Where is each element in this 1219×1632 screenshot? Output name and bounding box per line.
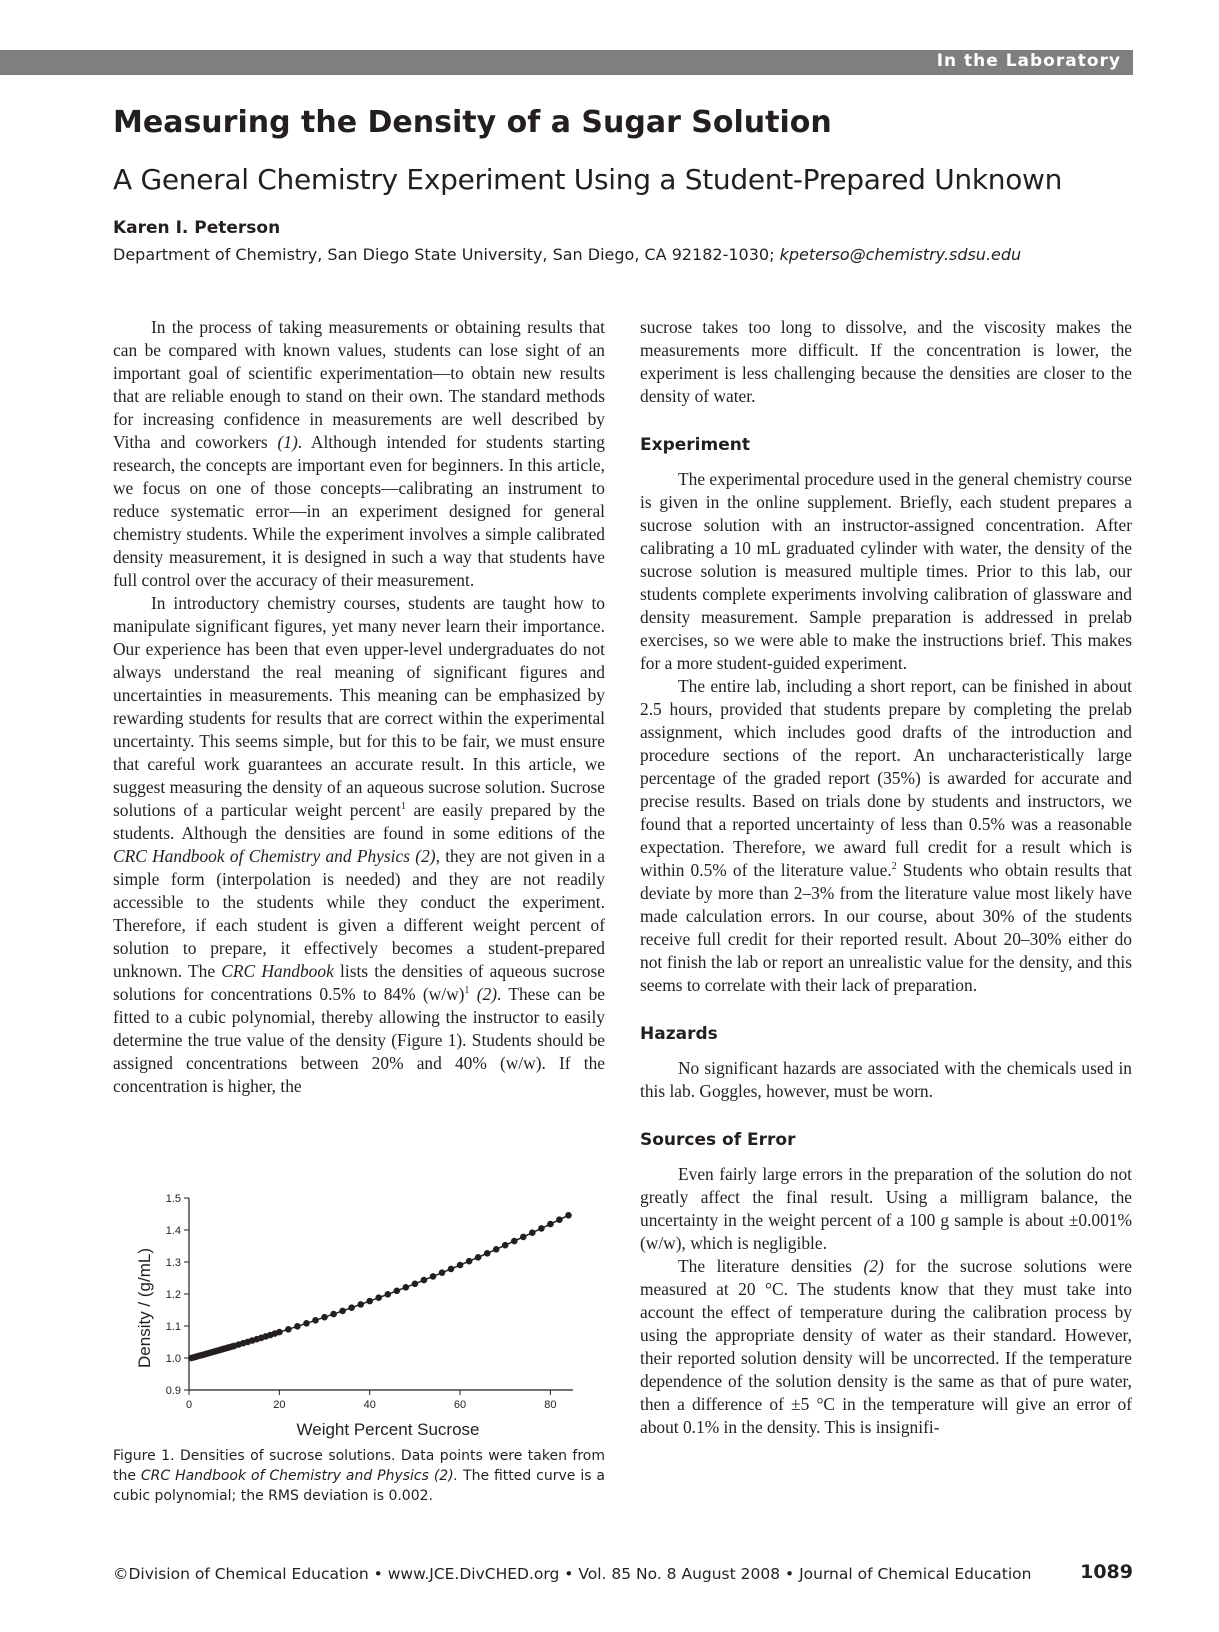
data-point	[312, 1317, 319, 1324]
data-point	[448, 1266, 455, 1273]
author-affiliation	[113, 245, 1021, 264]
x-tick-label: 0	[185, 1399, 193, 1411]
data-point	[394, 1288, 401, 1295]
book-reference: CRC Handbook	[221, 961, 334, 981]
data-point	[339, 1308, 346, 1315]
paragraph: sucrose takes too long to dissolve, and the viscosity makes the measurements more difficult. If the concentration is lower, the experiment is less challenging because the densities are closer to the density of water.	[640, 317, 1132, 406]
data-point	[556, 1216, 563, 1223]
article-title: Measuring the Density of a Sugar Solution	[113, 105, 832, 140]
data-point	[403, 1284, 410, 1291]
y-tick-label: 0.9	[165, 1385, 181, 1397]
y-tick-label: 1.3	[165, 1257, 181, 1269]
data-point	[493, 1246, 500, 1253]
data-point	[294, 1323, 301, 1330]
right-column	[640, 316, 1132, 1439]
citation[interactable]: (2)	[469, 984, 497, 1004]
figure-1	[113, 1190, 605, 1445]
data-point	[457, 1262, 464, 1269]
data-point	[520, 1234, 527, 1241]
paragraph: The entire lab, including a short report, can be finished in about 2.5 hours, provided that students prepare by completing the prelab assignment, which includes good drafts of the introduction and procedure sections of the report. An uncharacteristically large percentage of the graded report (35%) is awarded for accurate and precise results. Based on trials done by students and instructors, we found that a reported uncertainty of less than 0.5% was a reasonable expectation. Therefore, we award full credit for a result which is within 0.5% of the literature value.$^2$ Students who obtain results that deviate by more than 2–3% from the literature value most likely have made calculation errors. In our course, about 30% of the students receive full credit for their reported result. About 20–30% either do not finish the lab or report an unrealistic value for the density, and this seems to correlate with their lack of preparation.	[640, 676, 1132, 995]
density-chart	[113, 1190, 605, 1440]
x-tick-label: 60	[453, 1399, 467, 1411]
section-heading-experiment: Experiment	[640, 435, 750, 455]
section-label: In the Laboratory	[936, 51, 1121, 71]
data-point	[357, 1301, 364, 1308]
author-name: Karen I. Peterson	[113, 218, 281, 238]
footnote-mark[interactable]: 2	[891, 861, 897, 873]
y-tick-label: 1.1	[165, 1321, 181, 1333]
data-point	[547, 1221, 554, 1228]
data-point	[484, 1250, 491, 1257]
citation[interactable]: (1)	[277, 432, 298, 452]
y-tick-label: 1.0	[165, 1353, 181, 1365]
x-tick-label: 40	[363, 1399, 376, 1411]
paragraph: No significant hazards are associated with the chemicals used in this lab. Goggles, however, must be worn.	[640, 1058, 1132, 1101]
y-tick-label: 1.2	[165, 1289, 181, 1301]
left-column	[113, 316, 605, 1098]
y-tick-label: 1.5	[165, 1193, 181, 1205]
y-axis-label: Density / (g/mL)	[135, 1248, 154, 1368]
paragraph: In introductory chemistry courses, students are taught how to manipulate significant figures, yet many never learn their importance. Our experience has been that even upper-level undergraduates do not always understand the real meaning of significant figures and uncertainties in measurements. This meaning can be emphasized by rewarding students for results that are correct within the experimental uncertainty. This seems simple, but for this to be fair, we must ensure that careful work guarantees an accurate result. In this article, we suggest measuring the density of an aqueous sucrose solution. Sucrose solutions of a particular weight percent$^1$ are easily prepared by the students. Although the densities are found in some editions of the CRC Handbook of Chemistry and Physics (2), they are not given in a simple form (interpolation is needed) and they are not readily accessible to the students while they conduct the experiment. Therefore, if each student is given a different weight percent of solution to prepare, it effectively becomes a student-prepared unknown. The CRC Handbook lists the densities of aqueous sucrose solutions for concentrations 0.5% to 84% $(w/w)^1$ (2). These can be fitted to a cubic polynomial, thereby allowing the instructor to easily determine the true value of the density (Figure 1). Students should be assigned concentrations between 20% and 40% (w/w). If the concentration is higher, the	[113, 593, 605, 1096]
data-point	[321, 1314, 328, 1321]
article-subtitle: A General Chemistry Experiment Using a Student-Prepared Unknown	[113, 163, 1063, 196]
footnote-mark[interactable]: 1	[400, 801, 406, 813]
section-banner	[0, 50, 1133, 75]
x-tick-label: 80	[544, 1399, 557, 1411]
data-point	[430, 1273, 437, 1280]
fit-curve	[191, 1215, 568, 1358]
data-point	[529, 1229, 536, 1236]
data-point	[303, 1320, 310, 1327]
data-point	[466, 1258, 473, 1265]
citation[interactable]: (2)	[863, 1256, 884, 1276]
figure-caption: Figure 1. Densities of sucrose solutions. Data points were taken from the CRC Handbook of Chemistry and Physics (2). The fitted curve is a cubic polynomial; the RMS deviation is 0.002.	[113, 1448, 605, 1504]
data-point	[538, 1225, 545, 1232]
footnote-mark[interactable]: 1	[464, 985, 470, 997]
data-point	[412, 1281, 419, 1288]
data-point	[502, 1242, 509, 1249]
data-point	[385, 1291, 392, 1298]
paragraph: In the process of taking measurements or obtaining results that can be compared with known values, students can lose sight of an important goal of scientific experimentation—to obtain new results that are reliable enough to stand on their own. The standard methods for increasing confidence in measurements are well described by Vitha and coworkers (1). Although intended for students starting research, the concepts are important even for beginners. In this article, we focus on one of those concepts—calibrating an instrument to reduce systematic error—in an experiment designed for general chemistry students. While the experiment involves a simple calibrated density measurement, it is designed in such a way that students have full control over the accuracy of their measurement.	[113, 317, 605, 590]
paragraph: Even fairly large errors in the preparation of the solution do not greatly affect the final result. Using a milligram balance, the uncertainty in the weight percent of a 100 g sample is about ±0.001% (w/w), which is negligible.	[640, 1164, 1132, 1253]
page-number: 1089	[1080, 1561, 1133, 1583]
section-heading-sources-of-error: Sources of Error	[640, 1130, 796, 1150]
book-reference: CRC Handbook of Chemistry and Physics (2)	[113, 846, 436, 866]
data-point	[475, 1254, 482, 1261]
paragraph: The experimental procedure used in the general chemistry course is given in the online supplement. Briefly, each student prepares a sucrose solution with an instructor-assigned concentration. After calibrating a 10 mL graduated cylinder with water, the density of the sucrose solution is measured multiple times. Prior to this lab, our students complete experiments involving calibration of glassware and density measurement. Sample preparation is addressed in prelab exercises, so we were able to make the instructions brief. This makes for a more student-guided experiment.	[640, 469, 1132, 673]
data-point	[348, 1304, 355, 1311]
data-point	[421, 1277, 428, 1284]
data-point	[366, 1298, 373, 1305]
x-axis-label: Weight Percent Sucrose	[296, 1420, 480, 1439]
data-point	[375, 1294, 382, 1301]
y-tick-label: 1.4	[165, 1225, 181, 1237]
paragraph: The literature densities (2) for the sucrose solutions were measured at 20 °C. The students know that they must take into account the effect of temperature during the calibration process by using the appropriate density of water as their standard. However, their reported solution density will be uncorrected. If the temperature dependence of the solution density is the same as that of pure water, then a difference of ±5 °C in the temperature will give an error of about 0.1% in the density. This is insignifi-	[640, 1256, 1132, 1437]
x-tick-label: 20	[273, 1399, 286, 1411]
book-reference: CRC Handbook of Chemistry and Physics (2).	[140, 1468, 459, 1484]
section-heading-hazards: Hazards	[640, 1024, 718, 1044]
author-email[interactable]: kpeterso@chemistry.sdsu.edu	[779, 245, 1022, 264]
affiliation-text: Department of Chemistry, San Diego State University, San Diego, CA 92182-1030;	[113, 245, 775, 264]
data-point	[285, 1326, 292, 1333]
data-point	[439, 1269, 446, 1276]
data-point	[330, 1311, 337, 1318]
data-point	[511, 1238, 518, 1245]
page-footer: ©Division of Chemical Education • www.JCE.DivCHED.org • Vol. 85 No. 8 August 2008 • Journal of Chemical Education	[113, 1565, 1032, 1583]
data-point	[276, 1329, 283, 1336]
data-point	[565, 1212, 572, 1219]
